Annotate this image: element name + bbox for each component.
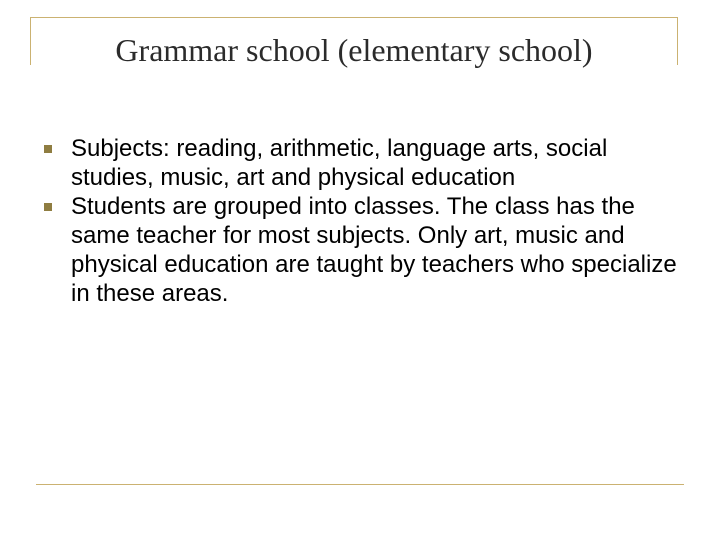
list-item: [44, 192, 684, 308]
list-item: [44, 134, 684, 192]
square-bullet-icon: [44, 203, 52, 211]
frame-bottom-rule: [36, 484, 684, 485]
frame-top-rule: [30, 17, 678, 18]
bullet-text: Students are grouped into classes. The class has the same teacher for most subjects. Only art, music and physical education are taught by teachers who specialize in these areas.: [71, 193, 677, 307]
bullet-list: [44, 134, 684, 308]
square-bullet-icon: [44, 145, 52, 153]
bullet-text: Subjects: reading, arithmetic, language arts, social studies, music, art and physical education: [71, 135, 608, 191]
slide-title: Grammar school (elementary school): [115, 32, 593, 68]
